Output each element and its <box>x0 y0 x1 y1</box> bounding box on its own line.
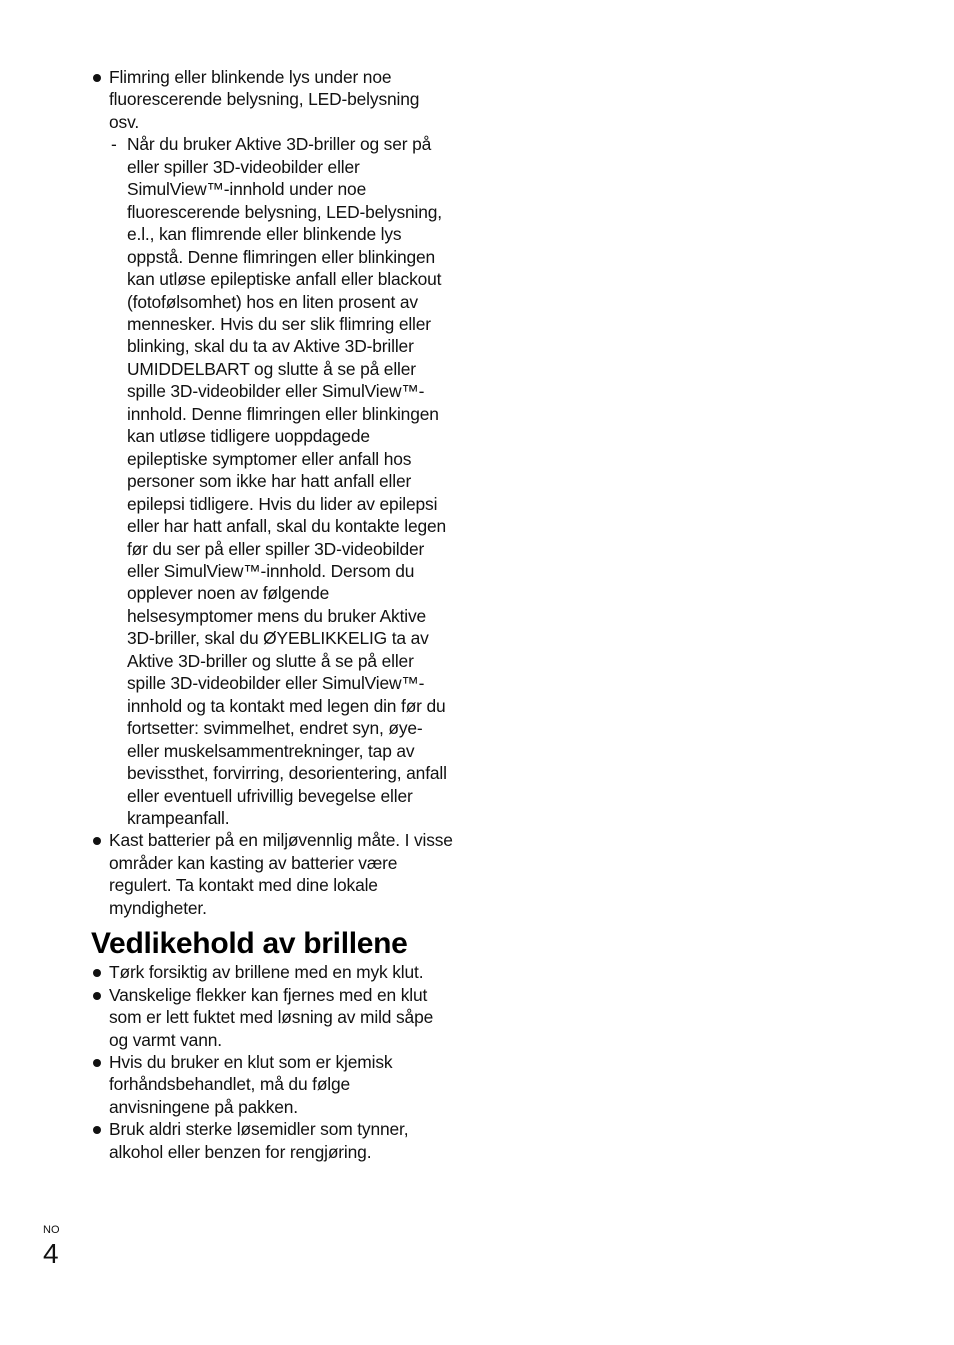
dash-marker: - <box>111 134 117 155</box>
language-code: NO <box>43 1224 60 1236</box>
list-item <box>91 66 453 829</box>
list-item <box>91 829 453 919</box>
bullet-icon <box>93 1126 101 1134</box>
sub-list-item <box>109 133 453 829</box>
bullet-text: Bruk aldri sterke løsemidler som tynner, alkohol eller benzen for rengjøring. <box>109 1119 409 1162</box>
text-column <box>91 66 453 1163</box>
bullet-icon <box>93 837 101 845</box>
bullet-text: Tørk forsiktig av brillene med en myk klut. <box>109 962 424 983</box>
bullet-text: Hvis du bruker en klut som er kjemisk forhåndsbehandlet, må du følge anvisningene på pakken. <box>109 1052 393 1117</box>
page-number: 4 <box>43 1238 59 1269</box>
bullet-icon <box>93 1059 101 1067</box>
section-heading: Vedlikehold av brillene <box>91 927 408 961</box>
sub-item-text: Når du bruker Aktive 3D-briller og ser på eller spiller 3D-videobilder eller SimulView™-innhold under noe fluorescerende belysning, LED-belysning, e.l., kan flimrende eller blinkende lys oppstå. Denne flimringen eller blinkingen kan utløse epileptiske anfall eller blackout (fotofølsomhet) hos en liten prosent av mennesker. Hvis du ser slik flimring eller blinking, skal du ta av Aktive 3D-briller UMIDDELBART og slutte å se på eller spille 3D-videobilder eller SimulView™-innhold. Denne flimringen eller blinkingen kan utløse tidligere uoppdagede epileptiske symptomer eller anfall hos personer som ikke har hatt anfall eller epilepsi tidligere. Hvis du lider av epilepsi eller har hatt anfall, skal du kontakte legen før du ser på eller spiller 3D-videobilder eller SimulView™-innhold. Dersom du opplever noen av følgende helsesymptomer mens du bruker Aktive 3D-briller, skal du ØYEBLIKKELIG ta av Aktive 3D-briller og slutte å se på eller spille 3D-videobilder eller SimulView™-innhold og ta kontakt med legen din før du fortsetter: svimmelhet, endret syn, øye- eller muskelsammentrekninger, tap av bevissthet, forvirring, desorientering, anfall eller eventuell ufrivillig bevegelse eller krampeanfall. <box>127 134 447 828</box>
bullet-icon <box>93 969 101 977</box>
bullet-icon <box>93 74 101 82</box>
bullet-text: Vanskelige flekker kan fjernes med en klut som er lett fuktet med løsning av mild såpe og varmt vann. <box>109 984 434 1050</box>
list-item <box>91 1051 453 1118</box>
bullet-text: Kast batterier på en miljøvennlig måte. I visse områder kan kasting av batterier være regulert. Ta kontakt med dine lokale myndigheter. <box>109 830 453 918</box>
bullet-icon <box>93 992 101 1000</box>
bullet-text: Flimring eller blinkende lys under noe fluorescerende belysning, LED-belysning osv. <box>109 67 420 132</box>
list-item <box>91 1118 453 1163</box>
list-item <box>91 961 453 983</box>
list-item <box>91 984 453 1051</box>
maintenance-bullet-list <box>91 961 453 1163</box>
page-footer <box>43 1224 60 1269</box>
safety-bullet-list <box>91 66 453 919</box>
